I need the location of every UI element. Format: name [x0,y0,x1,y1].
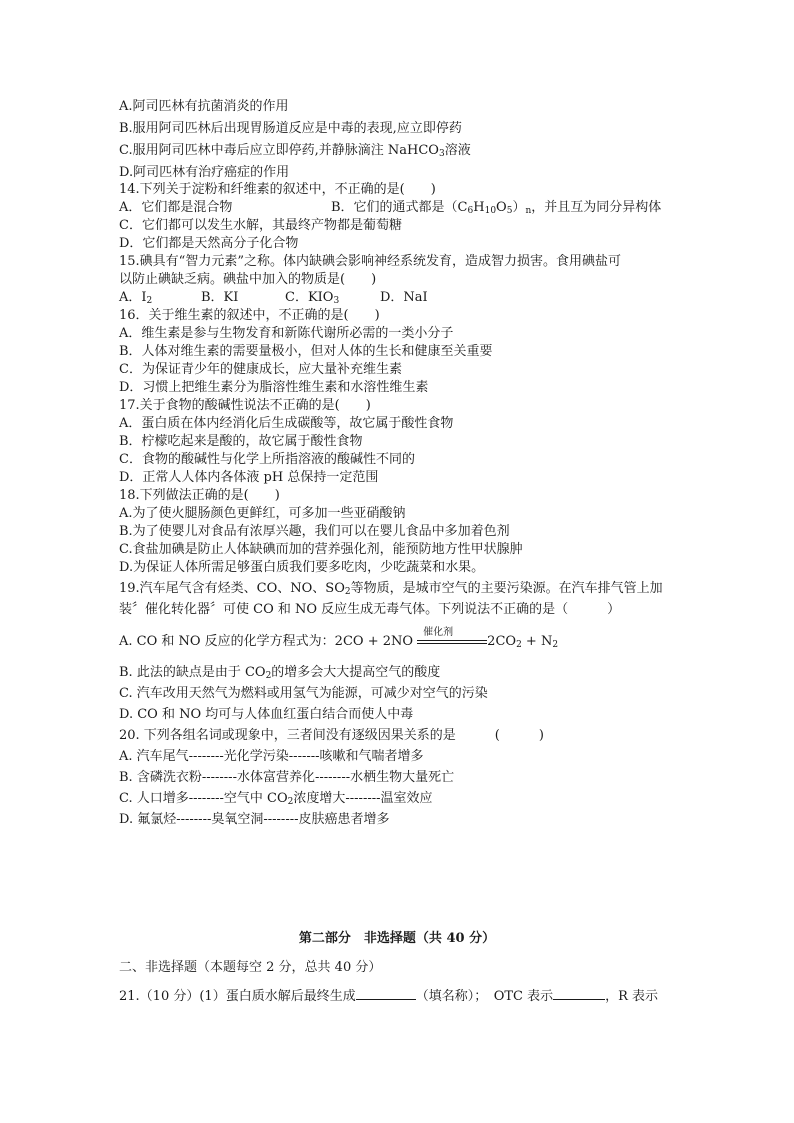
q20-option-d [119,811,390,829]
q15-option-a-sub: 2 [146,296,153,306]
q16-option-a [119,325,453,343]
q16-option-a-text: A．维生素是参与生物发育和新陈代谢所必需的一类小分子 [119,326,454,341]
q17-option-c-text: C．食物的酸碱性与化学上所指溶液的酸碱性不同的 [119,452,415,467]
q13-option-b [119,120,462,138]
q15-options [119,289,428,307]
q20-option-b-text: B. 含磷洗衣粉--------水体富营养化--------水栖生物大量死亡 [119,770,455,785]
q19-option-a-sub2: 2 [552,640,559,650]
q20-option-c-text: C. 人口增多--------空气中 CO [119,791,288,806]
q13-option-c-suffix: 溶液 [444,143,471,158]
q15-option-a [119,289,201,307]
q16-stem [119,307,380,325]
part2-title: 第二部分 非选择题（共 40 分） [298,931,496,946]
q14-option-b-suffix: ，并且互为同分异构体 [531,200,662,215]
q19-stem2-text: 装〞催化转化器〞可使 CO 和 NO 反应生成无毒气体。下列说法不正确的是（ ） [119,602,621,617]
q18-stem-text: 18.下列做法正确的是( ) [119,488,280,503]
q15-option-c-sub: 3 [333,296,340,306]
q14-option-d [119,235,298,253]
q21-text: 21.（10 分）(1）蛋白质水解后最终生成 [119,989,356,1004]
catalyst-label: 催化剂 [423,627,454,638]
q14-options-ab [119,199,661,217]
q18-option-c-text: C.食盐加碘是防止人体缺碘而加的营养强化剂，能预防地方性甲状腺肿 [119,542,523,557]
q17-option-c [119,451,415,469]
q20-stem [119,727,544,745]
q16-option-d [119,379,428,397]
q20-option-b [119,769,454,787]
q15-option-b: B．KI [201,290,239,305]
q19-option-b-sub: 2 [265,671,272,681]
q20-option-a [119,748,424,766]
q14-option-b [331,200,661,215]
q19-stem-line1 [119,580,663,598]
q13-option-d-text: D.阿司匹林有治疗癌症的作用 [119,165,290,180]
q15-option-c-text: C．KIO [285,290,334,305]
q13-option-a [119,98,289,116]
q19-option-d-text: D. CO 和 NO 均可与人体血红蛋白结合而使人中毒 [119,707,414,722]
q13-option-d [119,164,289,182]
q15-option-c [285,289,380,307]
q14-option-c-text: C．它们都可以发生水解，其最终产物都是葡萄糖 [119,218,402,233]
q16-stem-text: 16．关于维生素的叙述中，不正确的是( ) [119,308,380,323]
q19-stem1-suffix: 等物质，是城市空气的主要污染源。在汽车排气管上加 [350,581,663,596]
part2-section-text: 二、非选择题（本题每空 2 分，总共 40 分） [119,960,382,975]
q18-option-a [119,505,406,523]
q19-stem1-text: 19.汽车尾气含有烃类、CO、NO、SO [119,581,345,596]
q19-option-c [119,685,488,703]
q14-option-b-prefix: B．它们的通式都是（C [331,200,468,215]
q16-option-c-text: C．为保证青少年的健康成长，应大量补充维生素 [119,362,402,377]
q14-option-b-sub3: 5 [506,206,513,216]
q13-option-c-text: C.服用阿司匹林中毒后应立即停药,并静脉滴注 NaHCO [119,143,439,158]
q20-stem-text: 20. 下列各组名词或现象中，三者间没有逐级因果关系的是 ( ) [119,728,544,743]
q18-option-b-text: B.为了使婴儿对食品有浓厚兴趣，我们可以在婴儿食品中多加着色剂 [119,524,510,539]
q15-option-a-text: A．I [119,290,147,305]
q19-option-a-product: 2CO [487,634,517,649]
q21-blank-1[interactable] [356,986,416,1000]
q17-option-a-text: A．蛋白质在体内经消化后生成碳酸等，故它属于酸性食物 [119,416,454,431]
q16-option-c [119,361,402,379]
q14-option-c [119,217,402,235]
q16-option-d-text: D．习惯上把维生素分为脂溶性维生素和水溶性维生素 [119,380,429,395]
q19-option-b-suffix: 的增多会大大提高空气的酸度 [271,665,441,680]
q15-stem1-text: 15.碘具有“智力元素”之称。体内缺碘会影响神经系统发育，造成智力损害。食用碘盐可 [119,254,621,269]
q20-option-c-sub: 2 [287,797,294,807]
q13-option-c [119,142,471,160]
q15-stem-line2 [119,271,376,289]
catalyst-arrow [417,627,487,651]
q21-post-text: ，R 表示 [605,989,659,1004]
q13-option-b-text: B.服用阿司匹林后出现胃肠道反应是中毒的表现,应立即停药 [119,121,462,136]
q20-option-a-text: A. 汽车尾气--------光化学污染-------咳嗽和气喘者增多 [119,749,424,764]
q17-stem [119,397,371,415]
q19-option-a [119,627,559,651]
q19-stem-line2 [119,601,620,619]
q20-option-c-suffix: 浓度增大--------温室效应 [293,791,433,806]
q18-option-c [119,541,523,559]
q15-stem-line1 [119,253,621,271]
part2-section-header [119,959,381,977]
q16-option-b-text: B．人体对维生素的需要量极小，但对人体的生长和健康至关重要 [119,344,493,359]
q13-option-a-text: A.阿司匹林有抗菌消炎的作用 [119,99,289,114]
q17-stem-text: 17.关于食物的酸碱性说法不正确的是( ) [119,398,371,413]
q21-line [119,986,658,1006]
q14-stem [119,181,436,199]
q14-option-b-o: O [496,200,507,215]
q14-option-b-h: H [473,200,485,215]
q15-stem2-text: 以防止碘缺乏病。碘盐中加入的物质是( ) [119,272,377,287]
q17-option-b-text: B．柠檬吃起来是酸的，故它属于酸性食物 [119,434,363,449]
q18-option-a-text: A.为了使火腿肠颜色更鲜红，可多加一些亚硝酸钠 [119,506,406,521]
q17-option-a [119,415,453,433]
q19-option-c-text: C. 汽车改用天然气为燃料或用氢气为能源，可减少对空气的污染 [119,686,488,701]
q14-option-d-text: D．它们都是天然高分子化合物 [119,236,299,251]
q13-option-c-subscript: 3 [438,149,445,159]
q20-option-c [119,790,433,808]
q14-option-b-sub-n: n [525,206,532,216]
q14-option-b-paren: ） [512,200,526,215]
q17-option-d-text: D．正常人人体内各体液 pH 总保持一定范围 [119,470,379,485]
q14-option-b-sub1: 6 [467,206,474,216]
q14-option-b-sub2: 10 [484,206,497,216]
q19-option-a-sub1: 2 [516,640,522,650]
q19-stem1-sub: 2 [344,587,351,597]
q18-option-b [119,523,510,541]
q21-blank-2[interactable] [553,986,605,1000]
q19-option-a-n: + N [521,634,553,649]
q15-option-d: D．NaI [380,290,428,305]
q21-mid-text: （填名称）； OTC 表示 [415,989,554,1004]
q17-option-d [119,469,378,487]
q19-option-d [119,706,413,724]
q17-option-b [119,433,363,451]
q19-option-b [119,664,440,682]
q18-stem [119,487,280,505]
q19-option-b-text: B. 此法的缺点是由于 CO [119,665,266,680]
q20-option-d-text: D. 氟氯烃--------臭氧空洞--------皮肤癌患者增多 [119,812,390,827]
q14-stem-text: 14.下列关于淀粉和纤维素的叙述中，不正确的是( ) [119,182,436,197]
q18-option-d-text: D.为保证人体所需足够蛋白质我们要多吃肉，少吃蔬菜和水果。 [119,560,485,575]
q19-option-a-text: A. CO 和 NO 反应的化学方程式为：2CO + 2NO [119,634,414,649]
q18-option-d [119,559,484,577]
q16-option-b [119,343,493,361]
q14-option-a: A．它们都是混合物 [119,200,233,215]
